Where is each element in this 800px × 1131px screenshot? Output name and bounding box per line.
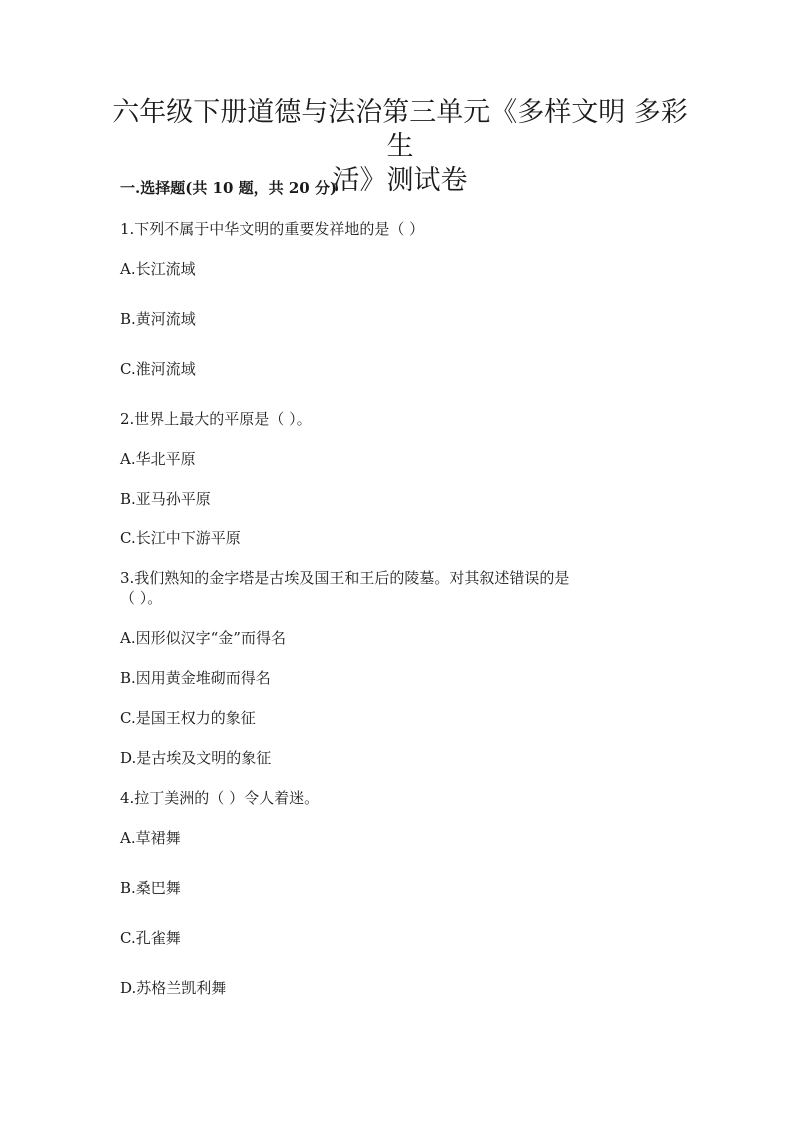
section-heading: 一.选择题(共 10 题，共 20 分)	[120, 179, 338, 197]
question-3-option-b: B.因用黄金堆砌而得名	[120, 669, 271, 687]
question-2-option-a: A.华北平原	[120, 450, 196, 468]
question-3-stem: 3.我们熟知的金字塔是古埃及国王和王后的陵墓。对其叙述错误的是	[120, 569, 570, 587]
page-title-line-1: 六年级下册道德与法治第三单元《多样文明 多彩生	[112, 97, 688, 162]
question-4-option-c: C.孔雀舞	[120, 929, 181, 947]
question-4-option-d: D.苏格兰凯利舞	[120, 979, 227, 997]
question-3-option-d: D.是古埃及文明的象征	[120, 749, 272, 767]
question-3-option-c: C.是国王权力的象征	[120, 709, 256, 727]
question-2-option-b: B.亚马孙平原	[120, 490, 211, 508]
question-1-option-c: C.淮河流域	[120, 360, 196, 378]
question-2-stem: 2.世界上最大的平原是（ ）。	[120, 410, 312, 428]
question-3-stem-continued: （ ）。	[120, 589, 163, 607]
question-2-option-c: C.长江中下游平原	[120, 529, 241, 547]
question-4-stem: 4.拉丁美洲的（ ）令人着迷。	[120, 789, 320, 807]
question-3-option-a: A.因形似汉字“金”而得名	[120, 629, 286, 647]
question-1-stem: 1.下列不属于中华文明的重要发祥地的是（ ）	[120, 220, 425, 238]
question-4-option-a: A.草裙舞	[120, 829, 181, 847]
question-1-option-b: B.黄河流域	[120, 310, 196, 328]
question-4-option-b: B.桑巴舞	[120, 879, 181, 897]
page-title-line-2: 活》测试卷	[332, 165, 468, 196]
question-1-option-a: A.长江流域	[120, 260, 196, 278]
